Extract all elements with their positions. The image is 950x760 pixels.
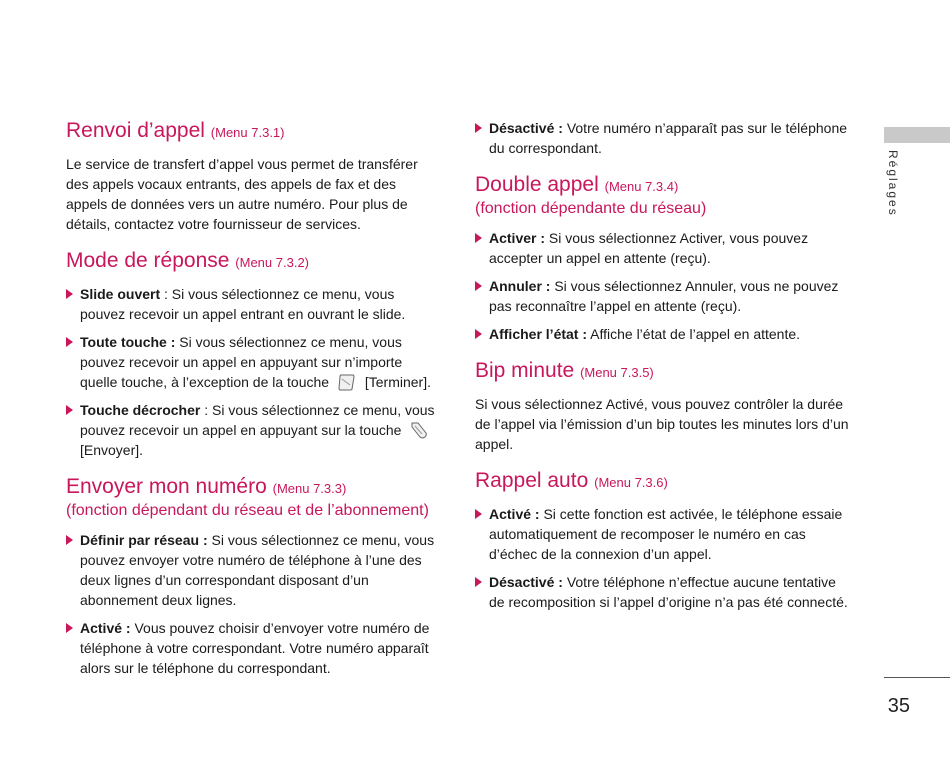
bullet-text: : Si vous sélectionnez ce menu, vous pouvez recevoir un appel entrant en ouvrant le slide. [80,286,406,322]
section-bip [475,358,851,454]
bullet-item [475,324,851,344]
section-double [475,172,851,344]
menu-ref: (Menu 7.3.6) [594,475,668,490]
bullet-label: Activé : [489,506,540,522]
bullet-text: Si cette fonction est activée, le téléphone essaie automatiquement de recomposer le numéro en cas d’échec de la connexion d’un appel. [489,506,843,562]
section-envoyer [66,474,438,678]
bullet-text-after: [Envoyer]. [80,442,144,458]
heading-subtitle: (fonction dépendant du réseau et de l’abonnement) [66,502,429,519]
arrow-bullet-icon [475,509,482,519]
heading-title: Rappel auto [475,469,589,492]
arrow-bullet-icon [66,289,73,299]
bullet-label: Slide ouvert [80,286,161,302]
bullet-label: Touche décrocher [80,402,201,418]
heading-title: Mode de réponse [66,249,230,272]
page-number: 35 [887,695,910,717]
bip-body: Si vous sélectionnez Activé, vous pouvez contrôler la durée de l’appel via l’émission d’un bip toutes les minutes lors d’un appel. [475,396,849,452]
bullet-text: Si vous sélectionnez Annuler, vous ne pouvez pas reconnaître l’appel en attente (reçu). [489,278,839,314]
bullet-item [66,332,438,392]
heading-bip [475,358,851,386]
bullet-item [475,276,851,316]
menu-ref: (Menu 7.3.4) [604,179,679,194]
right-column [475,118,851,626]
bullet-label: Activé : [80,620,131,636]
end-key-icon [337,372,357,392]
bullet-text: Si vous sélectionnez ce menu, vous pouvez envoyer votre numéro de téléphone à l’une des deux lignes d’un correspondant disposant d’un abonnement deux lignes. [80,532,435,608]
section-mode [66,248,438,460]
arrow-bullet-icon [66,623,73,633]
bullet-text: Votre numéro n’apparaît pas sur le téléphone du correspondant. [489,120,848,156]
section-rappel [475,468,851,612]
bullet-label: Activer : [489,230,546,246]
bullet-text: Si vous sélectionnez ce menu, vous pouvez recevoir un appel en appuyant sur n’importe quelle touche, à l’exception de la touche [80,334,403,390]
bullet-item [66,618,438,678]
arrow-bullet-icon [66,337,73,347]
bullet-text: Affiche l’état de l’appel en attente. [587,326,801,342]
heading-subtitle: (fonction dépendante du réseau) [475,200,707,217]
bullet-item [66,400,438,460]
heading-envoyer [66,474,438,522]
bullet-item [475,118,851,158]
section-tab [884,127,950,143]
side-section-label: Réglages [886,150,900,217]
heading-double [475,172,851,220]
arrow-bullet-icon [475,123,482,133]
bullet-text: Si vous sélectionnez Activer, vous pouvez accepter un appel en attente (reçu). [489,230,809,266]
heading-title: Envoyer mon numéro [66,475,267,498]
left-column [66,118,438,692]
heading-title: Renvoi d’appel [66,119,205,142]
bullet-item [66,530,438,610]
bullet-label: Toute touche : [80,334,176,350]
bullet-item [66,284,438,324]
renvoi-body: Le service de transfert d’appel vous permet de transférer des appels vocaux entrants, des appels de fax et des appels de données vers un autre numéro. Pour plus de détails, contactez votre fournisseur de services. [66,156,418,232]
bullet-item [475,572,851,612]
menu-ref: (Menu 7.3.3) [272,481,347,496]
bullet-label: Annuler : [489,278,551,294]
arrow-bullet-icon [66,405,73,415]
bullet-text: Vous pouvez choisir d’envoyer votre numéro de téléphone à votre correspondant. Votre numéro apparaît alors sur le téléphone du correspondant. [80,620,430,676]
bullet-text-after: [Terminer]. [364,374,431,390]
menu-ref: (Menu 7.3.5) [580,365,654,380]
arrow-bullet-icon [475,281,482,291]
bullet-label: Désactivé : [489,120,563,136]
arrow-bullet-icon [475,577,482,587]
bullet-label: Définir par réseau : [80,532,208,548]
menu-ref: (Menu 7.3.2) [235,255,309,270]
bullet-item [475,228,851,268]
arrow-bullet-icon [66,535,73,545]
heading-renvoi [66,118,438,146]
bullet-label: Désactivé : [489,574,563,590]
bullet-label: Afficher l’état : [489,326,588,342]
send-key-icon [409,420,429,440]
bullet-item [475,504,851,564]
heading-title: Bip minute [475,359,575,382]
bullet-text: : Si vous sélectionnez ce menu, vous pouvez recevoir un appel en appuyant sur la touche [80,402,435,438]
menu-ref: (Menu 7.3.1) [210,125,285,140]
heading-title: Double appel [475,173,599,196]
section-renvoi [66,118,438,234]
heading-mode [66,248,438,276]
footer-rule [884,677,950,678]
arrow-bullet-icon [475,329,482,339]
section-desactive [475,118,851,158]
arrow-bullet-icon [475,233,482,243]
bullet-text: Votre téléphone n’effectue aucune tentative de recomposition si l’appel d’origine n’a pas été connecté. [489,574,848,610]
heading-rappel [475,468,851,496]
